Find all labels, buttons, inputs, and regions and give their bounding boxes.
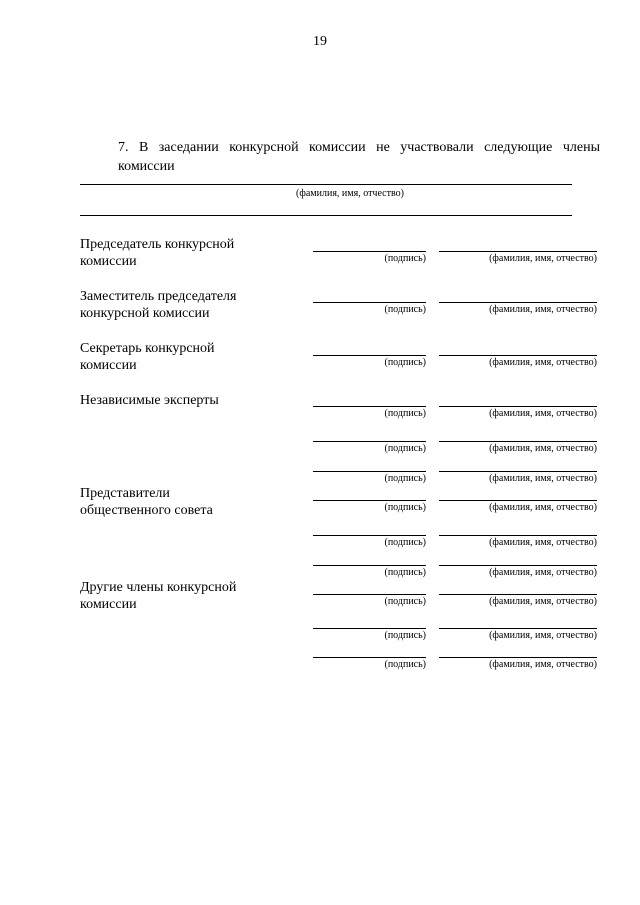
signature-caption: (подпись) — [384, 253, 426, 264]
signature-caption: (подпись) — [384, 659, 426, 670]
name-line — [439, 302, 597, 303]
signature-line — [313, 251, 426, 252]
role-secretary-line-1: Секретарь конкурсной — [80, 341, 215, 356]
role-other-members-line-1: Другие члены конкурсной — [80, 580, 237, 595]
signature-line — [313, 657, 426, 658]
signature-line — [313, 565, 426, 566]
item-7-line-2: комиссии — [118, 159, 175, 174]
name-caption: (фамилия, имя, отчество) — [489, 473, 597, 484]
role-chairman-line-2: комиссии — [80, 254, 137, 269]
role-other-members-line-2: комиссии — [80, 597, 137, 612]
signature-line — [313, 302, 426, 303]
role-public-council-line-2: общественного совета — [80, 503, 213, 518]
item-7-text — [80, 138, 600, 176]
name-caption: (фамилия, имя, отчество) — [489, 357, 597, 368]
name-caption: (фамилия, имя, отчество) — [489, 630, 597, 641]
name-caption: (фамилия, имя, отчество) — [489, 502, 597, 513]
name-line — [439, 565, 597, 566]
signature-caption: (подпись) — [384, 630, 426, 641]
absent-members-caption: (фамилия, имя, отчество) — [296, 188, 404, 199]
name-caption: (фамилия, имя, отчество) — [489, 408, 597, 419]
role-public-council-line-1: Представители — [80, 486, 170, 501]
signature-caption: (подпись) — [384, 304, 426, 315]
signature-line — [313, 594, 426, 595]
role-secretary — [80, 340, 310, 374]
name-caption: (фамилия, имя, отчество) — [489, 567, 597, 578]
role-experts — [80, 392, 310, 409]
name-line — [439, 406, 597, 407]
signature-caption: (подпись) — [384, 502, 426, 513]
name-line — [439, 251, 597, 252]
signature-line — [313, 355, 426, 356]
name-caption: (фамилия, имя, отчество) — [489, 596, 597, 607]
signature-line — [313, 628, 426, 629]
signature-line — [313, 406, 426, 407]
signature-line — [313, 441, 426, 442]
signature-caption: (подпись) — [384, 408, 426, 419]
name-caption: (фамилия, имя, отчество) — [489, 537, 597, 548]
signature-caption: (подпись) — [384, 357, 426, 368]
role-secretary-line-2: комиссии — [80, 358, 137, 373]
signature-caption: (подпись) — [384, 537, 426, 548]
role-experts-line-1: Независимые эксперты — [80, 393, 219, 408]
absent-members-line-2 — [80, 215, 572, 216]
role-deputy-line-2: конкурсной комиссии — [80, 306, 210, 321]
name-line — [439, 657, 597, 658]
role-chairman — [80, 236, 310, 270]
absent-members-line-1 — [80, 184, 572, 185]
name-caption: (фамилия, имя, отчество) — [489, 443, 597, 454]
signature-caption: (подпись) — [384, 596, 426, 607]
name-line — [439, 500, 597, 501]
role-public-council — [80, 485, 310, 519]
signature-line — [313, 471, 426, 472]
name-caption: (фамилия, имя, отчество) — [489, 659, 597, 670]
signature-line — [313, 535, 426, 536]
item-7-line-1: 7. В заседании конкурсной комиссии не участвовали следующие члены — [118, 140, 600, 155]
signature-caption: (подпись) — [384, 567, 426, 578]
name-line — [439, 628, 597, 629]
name-line — [439, 594, 597, 595]
name-caption: (фамилия, имя, отчество) — [489, 253, 597, 264]
role-deputy — [80, 288, 310, 322]
role-deputy-line-1: Заместитель председателя — [80, 289, 237, 304]
name-line — [439, 535, 597, 536]
name-line — [439, 441, 597, 442]
name-line — [439, 355, 597, 356]
signature-line — [313, 500, 426, 501]
role-chairman-line-1: Председатель конкурсной — [80, 237, 235, 252]
page-number: 19 — [313, 34, 327, 49]
signature-caption: (подпись) — [384, 473, 426, 484]
name-line — [439, 471, 597, 472]
signature-caption: (подпись) — [384, 443, 426, 454]
name-caption: (фамилия, имя, отчество) — [489, 304, 597, 315]
role-other-members — [80, 579, 310, 613]
